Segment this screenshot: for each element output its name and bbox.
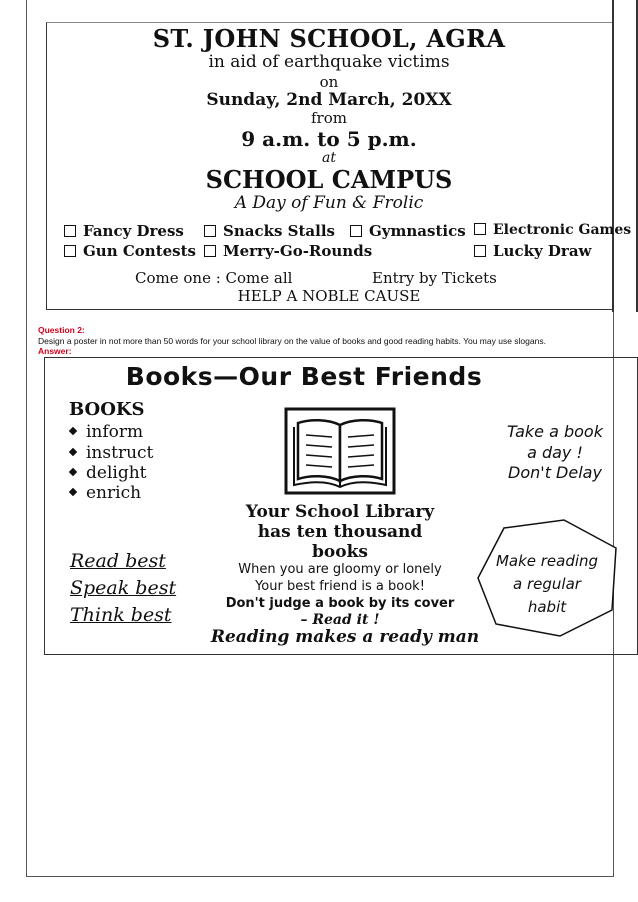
poster-from: from — [311, 109, 347, 127]
activity-item: Gymnastics — [350, 222, 466, 240]
bullet-icon — [69, 427, 77, 435]
checkbox-icon — [350, 225, 362, 237]
poster-invite: Come one : Come all — [135, 269, 293, 287]
slogan-think-best: Think best — [70, 604, 172, 626]
poster-on: on — [319, 73, 339, 91]
hexagon-line: habit — [527, 598, 567, 616]
poster-venue: SCHOOL CAMPUS — [205, 165, 453, 194]
activity-item: Snacks Stalls — [204, 222, 335, 240]
question-heading: Question 2: — [38, 325, 85, 335]
take-a-book-line: a day ! — [527, 443, 583, 462]
library-line: books — [312, 542, 368, 562]
closing-slogan: Reading makes a ready man — [210, 627, 480, 647]
poster-date: Sunday, 2nd March, 20XX — [206, 90, 452, 110]
checkbox-icon — [64, 225, 76, 237]
checkbox-icon — [64, 245, 76, 257]
hexagon-line: a regular — [513, 575, 581, 593]
library-poster-title: Books—Our Best Friends — [125, 362, 483, 391]
activity-item: Merry-Go-Rounds — [204, 242, 372, 260]
hexagon-line: Make reading — [495, 552, 599, 570]
books-list-item: inform — [70, 422, 143, 442]
books-heading: BOOKS — [69, 399, 145, 420]
take-a-book-line: Take a book — [507, 422, 603, 441]
library-line: has ten thousand — [257, 522, 423, 542]
books-list-item: enrich — [70, 483, 141, 503]
question-text: Design a poster in not more than 50 words for your school library on the value of books and good reading habits. You may use slogans. — [38, 336, 546, 346]
answer-label: Answer: — [38, 346, 72, 356]
activity-item: Fancy Dress — [64, 222, 184, 240]
poster-tagline: A Day of Fun & Frolic — [234, 193, 424, 213]
poster-title: ST. JOHN SCHOOL, AGRA — [152, 24, 506, 53]
books-list-item: delight — [70, 463, 146, 483]
bullet-icon — [69, 488, 77, 496]
poster-entry: Entry by Tickets — [372, 269, 497, 287]
slogan-speak-best: Speak best — [70, 577, 177, 599]
bullet-icon — [69, 468, 77, 476]
gloomy-line: When you are gloomy or lonely — [238, 562, 442, 577]
activity-item: Electronic Games — [474, 222, 631, 238]
activity-item: Gun Contests — [64, 242, 196, 260]
checkbox-icon — [204, 225, 216, 237]
library-line: Your School Library — [245, 502, 435, 522]
poster-subtitle: in aid of earthquake victims — [208, 52, 450, 72]
open-book-icon — [284, 407, 396, 495]
take-a-book-line: Don't Delay — [508, 463, 602, 482]
poster-margin-line — [612, 0, 614, 312]
activity-item: Lucky Draw — [474, 242, 591, 260]
poster-at: at — [322, 150, 336, 166]
books-list-item: instruct — [70, 443, 153, 463]
gloomy-line: Your best friend is a book! — [255, 579, 425, 594]
poster-cause: HELP A NOBLE CAUSE — [237, 287, 421, 305]
checkbox-icon — [474, 223, 486, 235]
checkbox-icon — [204, 245, 216, 257]
slogan-read-best: Read best — [70, 550, 166, 572]
read-it-line: – Read it ! — [300, 612, 380, 628]
judge-line: Don't judge a book by its cover — [225, 596, 455, 611]
checkbox-icon — [474, 245, 486, 257]
poster-time: 9 a.m. to 5 p.m. — [241, 127, 417, 151]
bullet-icon — [69, 448, 77, 456]
